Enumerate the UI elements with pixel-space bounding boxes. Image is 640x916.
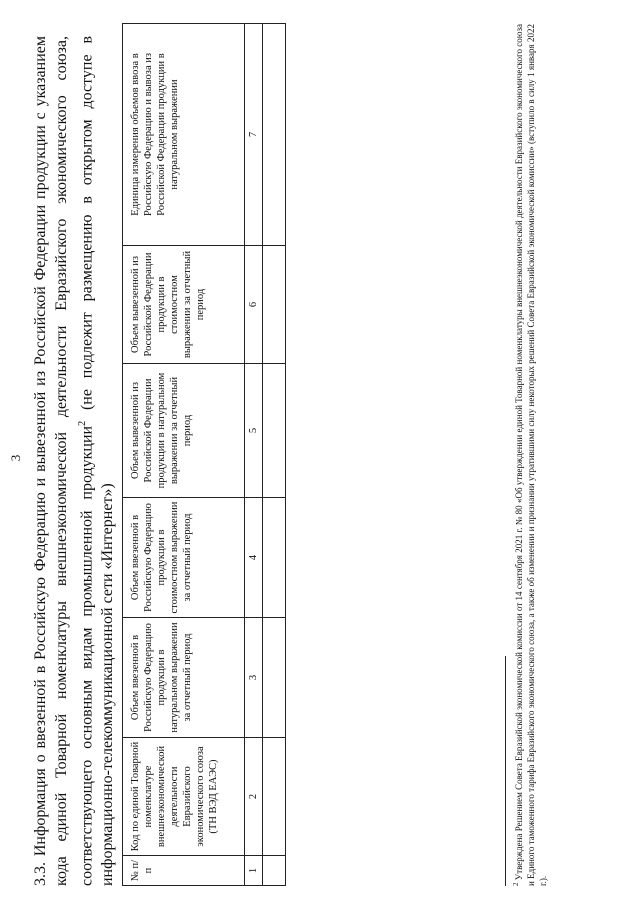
footnote-divider (505, 656, 506, 886)
column-number-cell: 4 (245, 498, 263, 618)
column-number-cell: 2 (245, 738, 263, 856)
footnote-mark: 2 (512, 882, 520, 886)
column-number-cell: 6 (245, 246, 263, 364)
table-header-row (123, 24, 245, 886)
footnote-text: Утверждена Решением Совета Евразийской экономической комиссии от 14 сентября 2021 г. № 80 «Об утверждении единой Товарной номенклатуры внешнеэкономической деятельности Евразийского экономического союза и Единого таможенного тарифа Евразийского экономического союза, а также об изменении и признании утратившими силу некоторых решений Совета Евразийской экономической комиссии» (вступило в силу 1 января 2022 г.). (514, 23, 548, 886)
section-heading-text: 3.3. Информация о ввезенной в Российскую Федерацию и вывезенной из Российской Федерации продукции с указанием кода единой Товарной номенклатуры внешнеэкономической деятельности Евразийского экономического союза, соответствующего основным видам промышленной продукции (32, 36, 96, 886)
header-cell: Код по единой Товарной номенклатуре внешнеэкономической деятельности Евразийского экономического союза (ТН ВЭД ЕАЭС) (123, 738, 245, 856)
empty-cell (263, 246, 286, 364)
column-number-cell: 5 (245, 364, 263, 498)
section-heading (30, 36, 118, 886)
empty-cell (263, 364, 286, 498)
header-cell: Объем вывезенной из Российской Федерации продукции в натуральном выражении за отчетный период (123, 364, 245, 498)
section-heading-text-continued: (не подлежит размещению в открытом доступе в информационно-телекоммуникационной сети «Интернет») (78, 36, 117, 886)
column-number-cell: 1 (245, 856, 263, 886)
empty-cell (263, 618, 286, 738)
footnote (510, 24, 549, 886)
empty-cell (263, 498, 286, 618)
empty-cell (263, 24, 286, 246)
header-cell: № п/п (123, 856, 245, 886)
header-cell: Объем ввезенной в Российскую Федерацию продукции в натуральном выражении за отчетный период (123, 618, 245, 738)
column-number-cell: 7 (245, 24, 263, 246)
page-number: 3 (8, 454, 23, 462)
header-cell: Объем ввезенной в Российскую Федерацию продукции в стоимостном выражении за отчетный период (123, 498, 245, 618)
empty-cell (263, 856, 286, 886)
footnote-reference: 2 (77, 420, 88, 426)
import-export-table (122, 23, 286, 886)
column-number-row (245, 24, 263, 886)
column-number-cell: 3 (245, 618, 263, 738)
header-cell: Объем вывезенной из Российской Федерации продукции в стоимостном выражении за отчетный период (123, 246, 245, 364)
table-row (263, 24, 286, 886)
header-cell: Единица измерения объемов ввоза в Российскую Федерацию и вывоза из Российской Федерации продукции в натуральном выражении (123, 24, 245, 246)
empty-cell (263, 738, 286, 856)
